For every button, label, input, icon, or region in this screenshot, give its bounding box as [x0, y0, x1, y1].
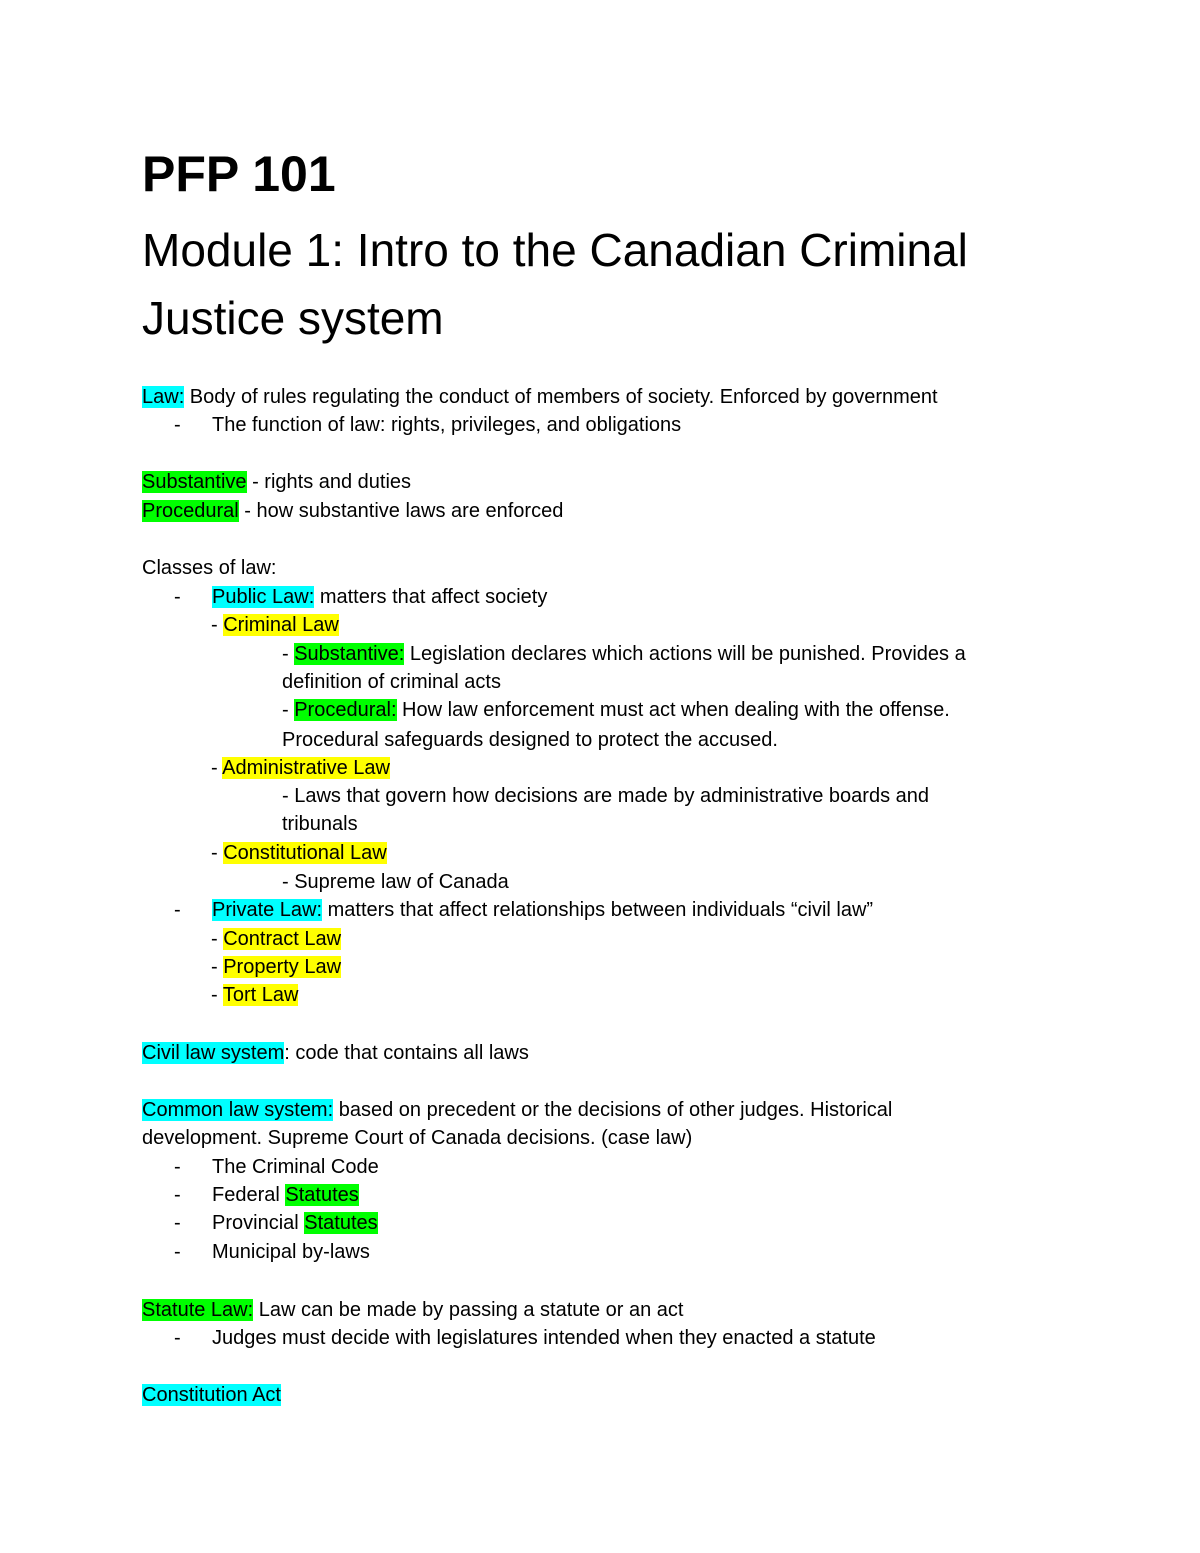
administrative-law-item: - Administrative Law [211, 757, 390, 779]
law-definition: Law: Body of rules regulating the conduct of members of society. Enforced by government [142, 386, 938, 408]
contract-law-item: - Contract Law [211, 928, 342, 950]
common-law-item-federal: - Federal Statutes [174, 1184, 359, 1206]
public-law-item: - Public Law: matters that affect society [174, 586, 548, 608]
law-term: Law: [142, 386, 185, 408]
common-law-item-municipal: - Municipal by-laws [174, 1241, 370, 1263]
criminal-procedural-continued: Procedural safeguards designed to protect the accused. [282, 729, 778, 751]
document-subtitle: Module 1: Intro to the Canadian Criminal Justice system [142, 224, 968, 344]
substantive-definition: Substantive - rights and duties [142, 471, 412, 493]
civil-law-system-definition: Civil law system: code that contains all laws [142, 1042, 529, 1064]
procedural-definition: Procedural - how substantive laws are enforced [142, 500, 564, 522]
administrative-law-def-continued: tribunals [282, 813, 358, 835]
constitutional-law-item: - Constitutional Law [211, 842, 387, 864]
tort-law-item: - Tort Law [211, 984, 299, 1006]
criminal-substantive-continued: definition of criminal acts [282, 671, 501, 693]
property-law-item: - Property Law [211, 956, 342, 978]
common-law-item-criminal-code: - The Criminal Code [174, 1156, 379, 1178]
law-function-item: - The function of law: rights, privileges, and obligations [174, 414, 682, 436]
criminal-law-item: - Criminal Law [211, 614, 339, 636]
criminal-procedural-item: - Procedural: How law enforcement must act when dealing with the offense. [282, 699, 950, 721]
constitution-act-heading: Constitution Act [142, 1384, 281, 1406]
statute-law-item: - Judges must decide with legislatures intended when they enacted a statute [174, 1327, 876, 1349]
common-law-item-provincial: - Provincial Statutes [174, 1212, 378, 1234]
common-law-system-continued: development. Supreme Court of Canada decisions. (case law) [142, 1127, 693, 1149]
document-title: PFP 101 [142, 146, 336, 202]
statute-law-definition: Statute Law: Law can be made by passing a statute or an act [142, 1299, 684, 1321]
constitutional-law-def: - Supreme law of Canada [282, 871, 509, 893]
administrative-law-def: - Laws that govern how decisions are made by administrative boards and [282, 785, 930, 807]
classes-heading: Classes of law: [142, 557, 277, 579]
criminal-substantive-item: - Substantive: Legislation declares which actions will be punished. Provides a [282, 643, 966, 665]
common-law-system-definition: Common law system: based on precedent or the decisions of other judges. Historical [142, 1099, 893, 1121]
private-law-item: - Private Law: matters that affect relationships between individuals “civil law” [174, 899, 874, 921]
